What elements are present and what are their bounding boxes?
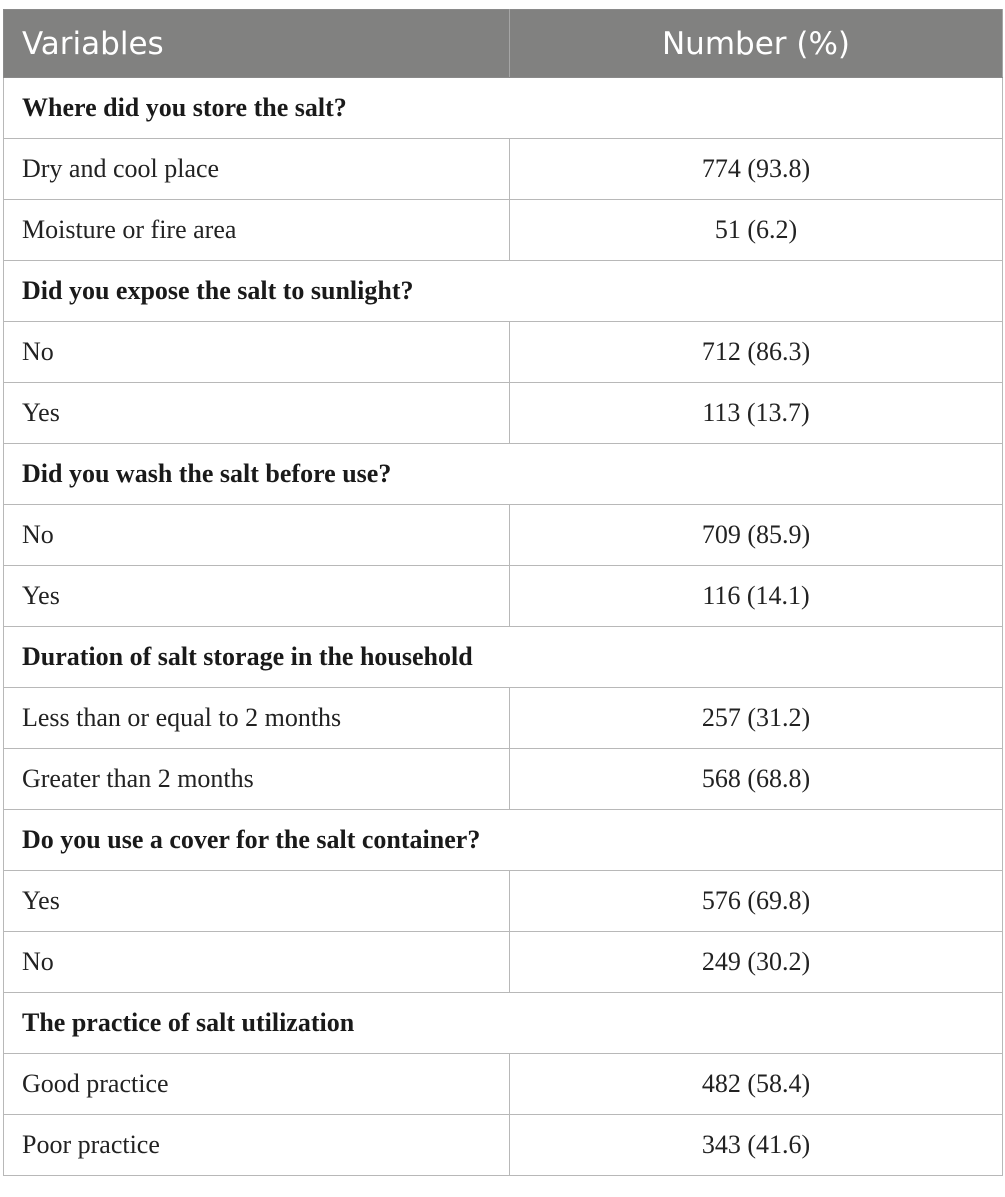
section-title: Do you use a cover for the salt container? — [4, 810, 1003, 871]
row-label: Good practice — [4, 1054, 510, 1115]
table-row — [4, 200, 1003, 261]
row-label: No — [4, 932, 510, 993]
salt-practice-table — [3, 9, 1003, 1176]
section-title: The practice of salt utilization — [4, 993, 1003, 1054]
row-value: 257 (31.2) — [510, 688, 1003, 749]
table-row — [4, 932, 1003, 993]
row-value: 712 (86.3) — [510, 322, 1003, 383]
row-value: 482 (58.4) — [510, 1054, 1003, 1115]
row-value: 774 (93.8) — [510, 139, 1003, 200]
row-label: Greater than 2 months — [4, 749, 510, 810]
row-value: 568 (68.8) — [510, 749, 1003, 810]
section-row — [4, 810, 1003, 871]
table-row — [4, 1054, 1003, 1115]
table-row — [4, 871, 1003, 932]
table-row — [4, 566, 1003, 627]
section-row — [4, 993, 1003, 1054]
table-row — [4, 505, 1003, 566]
row-label: Yes — [4, 566, 510, 627]
table-body — [4, 78, 1003, 1176]
section-row — [4, 261, 1003, 322]
section-title: Duration of salt storage in the household — [4, 627, 1003, 688]
row-value: 576 (69.8) — [510, 871, 1003, 932]
section-title: Where did you store the salt? — [4, 78, 1003, 139]
section-row — [4, 444, 1003, 505]
row-value: 249 (30.2) — [510, 932, 1003, 993]
row-label: Moisture or fire area — [4, 200, 510, 261]
row-value: 51 (6.2) — [510, 200, 1003, 261]
section-row — [4, 78, 1003, 139]
table-row — [4, 688, 1003, 749]
row-label: Less than or equal to 2 months — [4, 688, 510, 749]
row-value: 343 (41.6) — [510, 1115, 1003, 1176]
row-label: No — [4, 322, 510, 383]
row-label: No — [4, 505, 510, 566]
table-row — [4, 749, 1003, 810]
row-value: 709 (85.9) — [510, 505, 1003, 566]
row-value: 113 (13.7) — [510, 383, 1003, 444]
table-row — [4, 1115, 1003, 1176]
header-row — [4, 10, 1003, 78]
table-row — [4, 139, 1003, 200]
section-title: Did you wash the salt before use? — [4, 444, 1003, 505]
row-label: Yes — [4, 383, 510, 444]
section-row — [4, 627, 1003, 688]
table-row — [4, 383, 1003, 444]
header-number: Number (%) — [510, 10, 1003, 78]
table-header — [4, 10, 1003, 78]
row-label: Poor practice — [4, 1115, 510, 1176]
header-variables: Variables — [4, 10, 510, 78]
row-label: Dry and cool place — [4, 139, 510, 200]
row-label: Yes — [4, 871, 510, 932]
table-row — [4, 322, 1003, 383]
row-value: 116 (14.1) — [510, 566, 1003, 627]
section-title: Did you expose the salt to sunlight? — [4, 261, 1003, 322]
